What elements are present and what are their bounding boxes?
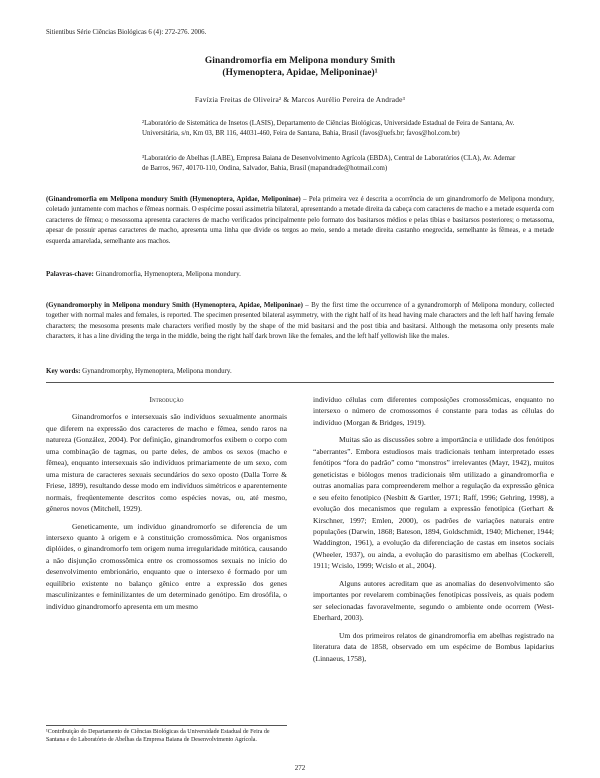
abstract-pt-lead: (Ginandromorfia em Melipona mondury Smith (Hymenoptera, Apidae, Meliponinae): [46, 196, 301, 203]
keywords-portuguese: [46, 270, 241, 278]
footnote: ¹Contribuição do Departamento de Ciências Biológicas da Universidade Estadual de Feira de Santana e do Laboratório de Abelhas da Empresa Baiana de Desenvolvimento Agrícola.: [46, 725, 287, 745]
body-paragraph: Ginandromorfos e intersexuais são indivíduos sexualmente anormais que diferem na expressão dos caracteres de macho e fêmea, sendo raros na natureza (González, 2004). Por definição, ginandromorfos exibem o corpo com uma combinação de tagmas, ou parte deles, de ambos os sexos (macho e fêmea), enquanto intersexuais são indivíduos primariamente de um sexo, com uma mistura de caracteres sexuais secundários do sexo oposto (Dalla Torre & Friese, 1899), resultando desse modo em indivíduos simétricos e aparentemente normais, freqüentemente descritos como espécies novas, ou, até mesmo, gêneros novos (Mitchell, 1929).: [46, 412, 287, 514]
body-paragraph: indivíduo células com diferentes composições cromossômicas, enquanto no intersexo o número de cromossomos é constante para todas as células do indivíduo (Morgan & Bridges, 1919).: [313, 395, 554, 427]
abstract-pt-body: – Pela primeira vez é descrita a ocorrência de um ginandromorfo de Melipona mondury, coletado juntamente com machos e fêmeas normais. O espécime possui assimetria bilateral, apresentando a metade direita da cabeça com caracteres de macho e a metade esquerda com caracteres de fêmea; o mesossoma apresenta caracteres de macho verificados principalmente pelo formato dos basitarsos médios e pelas tíbias e basitarsos posteriores; o metassoma, apesar de possuir apenas caracteres de macho, apresenta uma linha que divide os tergos ao meio, sendo a metade direita castanho enegrecida, semelhante às fêmeas, e a metade esquerda amarelada, semelhante aos machos.: [46, 196, 554, 245]
keywords-pt-label: Palavras-chave:: [46, 270, 94, 278]
keywords-en-text: Gynandromorphy, Hymenoptera, Melipona mondury.: [82, 367, 232, 375]
abstract-en-lead: (Gynandromorphy in Melipona mondury Smith (Hymenoptera, Apidae, Meliponinae): [46, 302, 303, 309]
affiliation-2: ³Laboratório de Abelhas (LABE), Empresa Baiana de Desenvolvimento Agrícola (EBDA), Central de Laboratórios (CLA), Av. Ademar de Barros, 967, 40170-110, Ondina, Salvador, Bahia, Brasil (mapandrade@hotmail.com): [142, 155, 516, 172]
keywords-en-label: Key words:: [46, 367, 81, 375]
authors: Favízia Freitas de Oliveira² & Marcos Aurélio Pereira de Andrade³: [194, 95, 406, 104]
body-paragraph: Muitas são as discussões sobre a importância e utilidade dos fenótipos “aberrantes”. Embora estudiosos mais tradicionais tenham interpretado esses fenótipos “fora do padrão” como “monstros” irrelevantes (Mayr, 1942), muitos geneticistas e biólogos menos tradicionais têm utilizado a ginandromorfia e outras anomalias para compreenderem melhor a regulação da expressão gênica e seu efeito fenotípico (Nesbitt & Gartler, 1971; Raff, 1996; Gehring, 1998), a evolução dos mecanismos que regulam a expressão fenotípica (Gerhart & Kirschner, 1997; Emlen, 2000), os padrões de variações naturais entre populações (Darwin, 1868; Bateson, 1894, Goldschmidt, 1940; Michener, 1944; Waddington, 1961), a evolução da diferenciação de castas em insetos sociais (Wheeler, 1937), ou ainda, a evolução do parasitismo em abelhas (Cockerell, 1911; Wcislo, 1999; Wcislo et al., 2004).: [313, 435, 554, 571]
affiliation-1: ²Laboratório de Sistemática de Insetos (LASIS), Departamento de Ciências Biológicas, Universidade Estadual de Feira de Santana, Av. Universitária, s/n, Km 03, BR 116, 44031-460, Feira de Santana, Bahia, Brasil (favos@uefs.br; favos@hol.com.br): [142, 120, 515, 137]
body-paragraph: Geneticamente, um indivíduo ginandromorfo se diferencia de um intersexo quanto à origem e à constituição cromossômica. Nos organismos diplóides, o ginandromorfo tem origem numa irregularidade mitótica, causando a não disjunção cromossômica entre os cromossomos sexuais no início do desenvolvimento embrionário, enquanto que o intersexo é formado por um equilíbrio existente no balanço gênico entre a expressão dos genes masculinizantes e feminilizantes de um determinado genótipo. Em drosófila, o indivíduo ginandromorfo apresenta em um mesmo: [46, 521, 287, 611]
keywords-pt-text: Ginandromorfia, Hymenoptera, Melipona mondury.: [95, 270, 241, 278]
section-title: Introdução: [149, 395, 184, 404]
article-title-line2: (Hymenoptera, Apidae, Meliponinae)¹: [222, 68, 378, 78]
abstract-portuguese: [46, 195, 554, 247]
body-column-right: [313, 394, 554, 664]
body-paragraph: Um dos primeiros relatos de ginandromorfia em abelhas registrado na literatura data de 1858, observado em um espécime de Bombus lapidarius (Linnaeus, 1758),: [313, 630, 554, 663]
journal-header: Sitientibus Série Ciências Biológicas 6 (4): 272-276. 2006.: [46, 29, 207, 36]
keywords-english: [46, 367, 232, 375]
article-title-line1: Ginandromorfia em Melipona mondury Smith: [204, 56, 396, 66]
section-divider: [46, 382, 554, 383]
page-number: 272: [294, 764, 306, 772]
body-paragraph: Alguns autores acreditam que as anomalias do desenvolvimento são importantes por revelarem combinações fenotípicas possíveis, as quais podem ser selecionadas favoravelmente, segundo o ambiente onde ocorrem (West-Eberhard, 2003).: [313, 578, 554, 623]
body-column-left: [46, 394, 287, 612]
abstract-en-body: – By the first time the occurrence of a gynandromorph of Melipona mondury, collected together with normal males and females, is reported. The specimen presented bilateral asymmetry, with the right half of its head having male characters and the left half having female characters; the mesosoma presents male characters verified mostly by the shape of the mid basitarsi and the post tibia and basitarsi. Although the metasoma only presents male characters, it has a line dividing the terga in the middle, being the right half dark brown like the females, and the left half yellowish like the males.: [46, 302, 554, 341]
abstract-english: [46, 301, 554, 343]
